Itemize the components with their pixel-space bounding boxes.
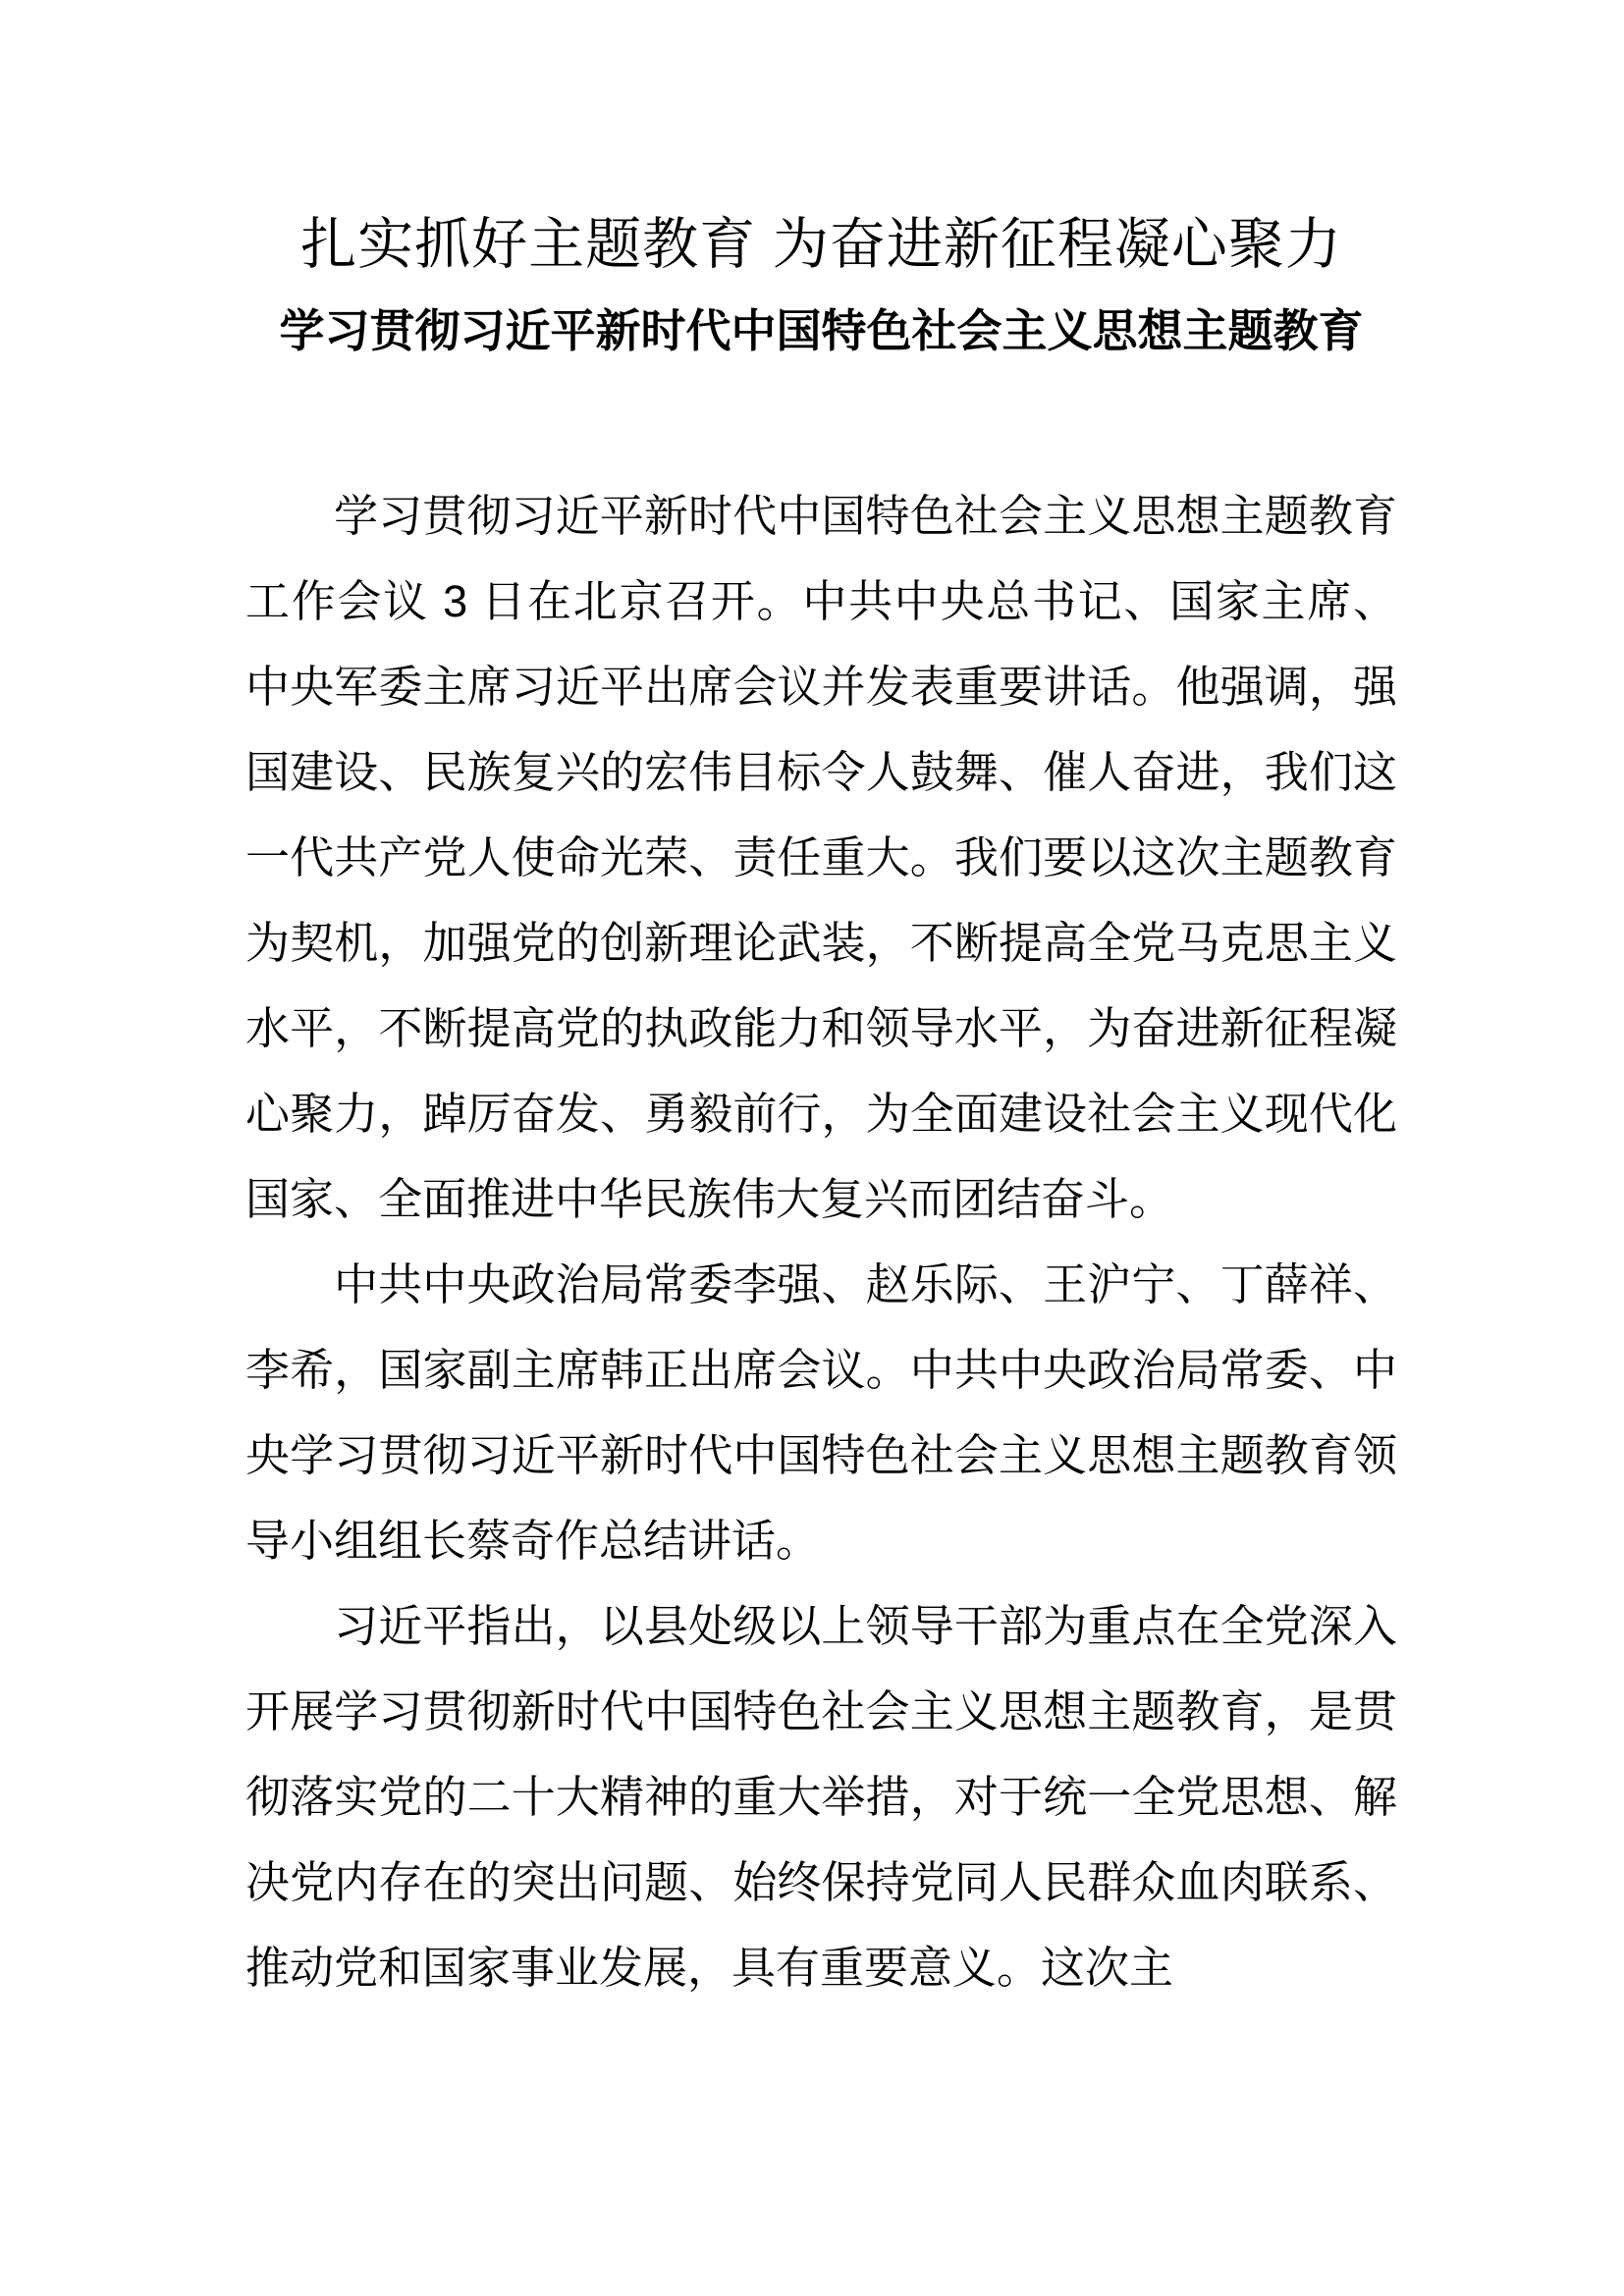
paragraph: 中共中央政治局常委李强、赵乐际、王沪宁、丁薛祥、李希，国家副主席韩正出席会议。中共中央政治局常委、中央学习贯彻习近平新时代中国特色社会主义思想主题教育领导小组组长蔡奇作总结讲话。 [245,1259,1397,1566]
paragraph: 学习贯彻习近平新时代中国特色社会主义思想主题教育工作会议 3 日在北京召开。中共中央总书记、国家主席、中央军委主席习近平出席会议并发表重要讲话。他强调，强国建设、民族复兴的宏伟目标令人鼓舞、催人奋进，我们这一代共产党人使命光荣、责任重大。我们要以这次主题教育为契机，加强党的创新理论武装，不断提高全党马克思主义水平，不断提高党的执政能力和领导水平，为奋进新征程凝心聚力，踔厉奋发、勇毅前行，为全面建设社会主义现代化国家、全面推进中华民族伟大复兴而团结奋斗。 [245,491,1397,1224]
document-subtitle: 学习贯彻习近平新时代中国特色社会主义思想主题教育 [279,305,1364,356]
document-title: 扎实抓好主题教育 为奋进新征程凝心聚力 [300,213,1342,276]
document-body [245,473,1397,2010]
paragraph: 习近平指出，以县处级以上领导干部为重点在全党深入开展学习贯彻新时代中国特色社会主义思想主题教育，是贯彻落实党的二十大精神的重大举措，对于统一全党思想、解决党内存在的突出问题、始终保持党同人民群众血肉联系、推动党和国家事业发展，具有重要意义。这次主 [245,1601,1397,1993]
